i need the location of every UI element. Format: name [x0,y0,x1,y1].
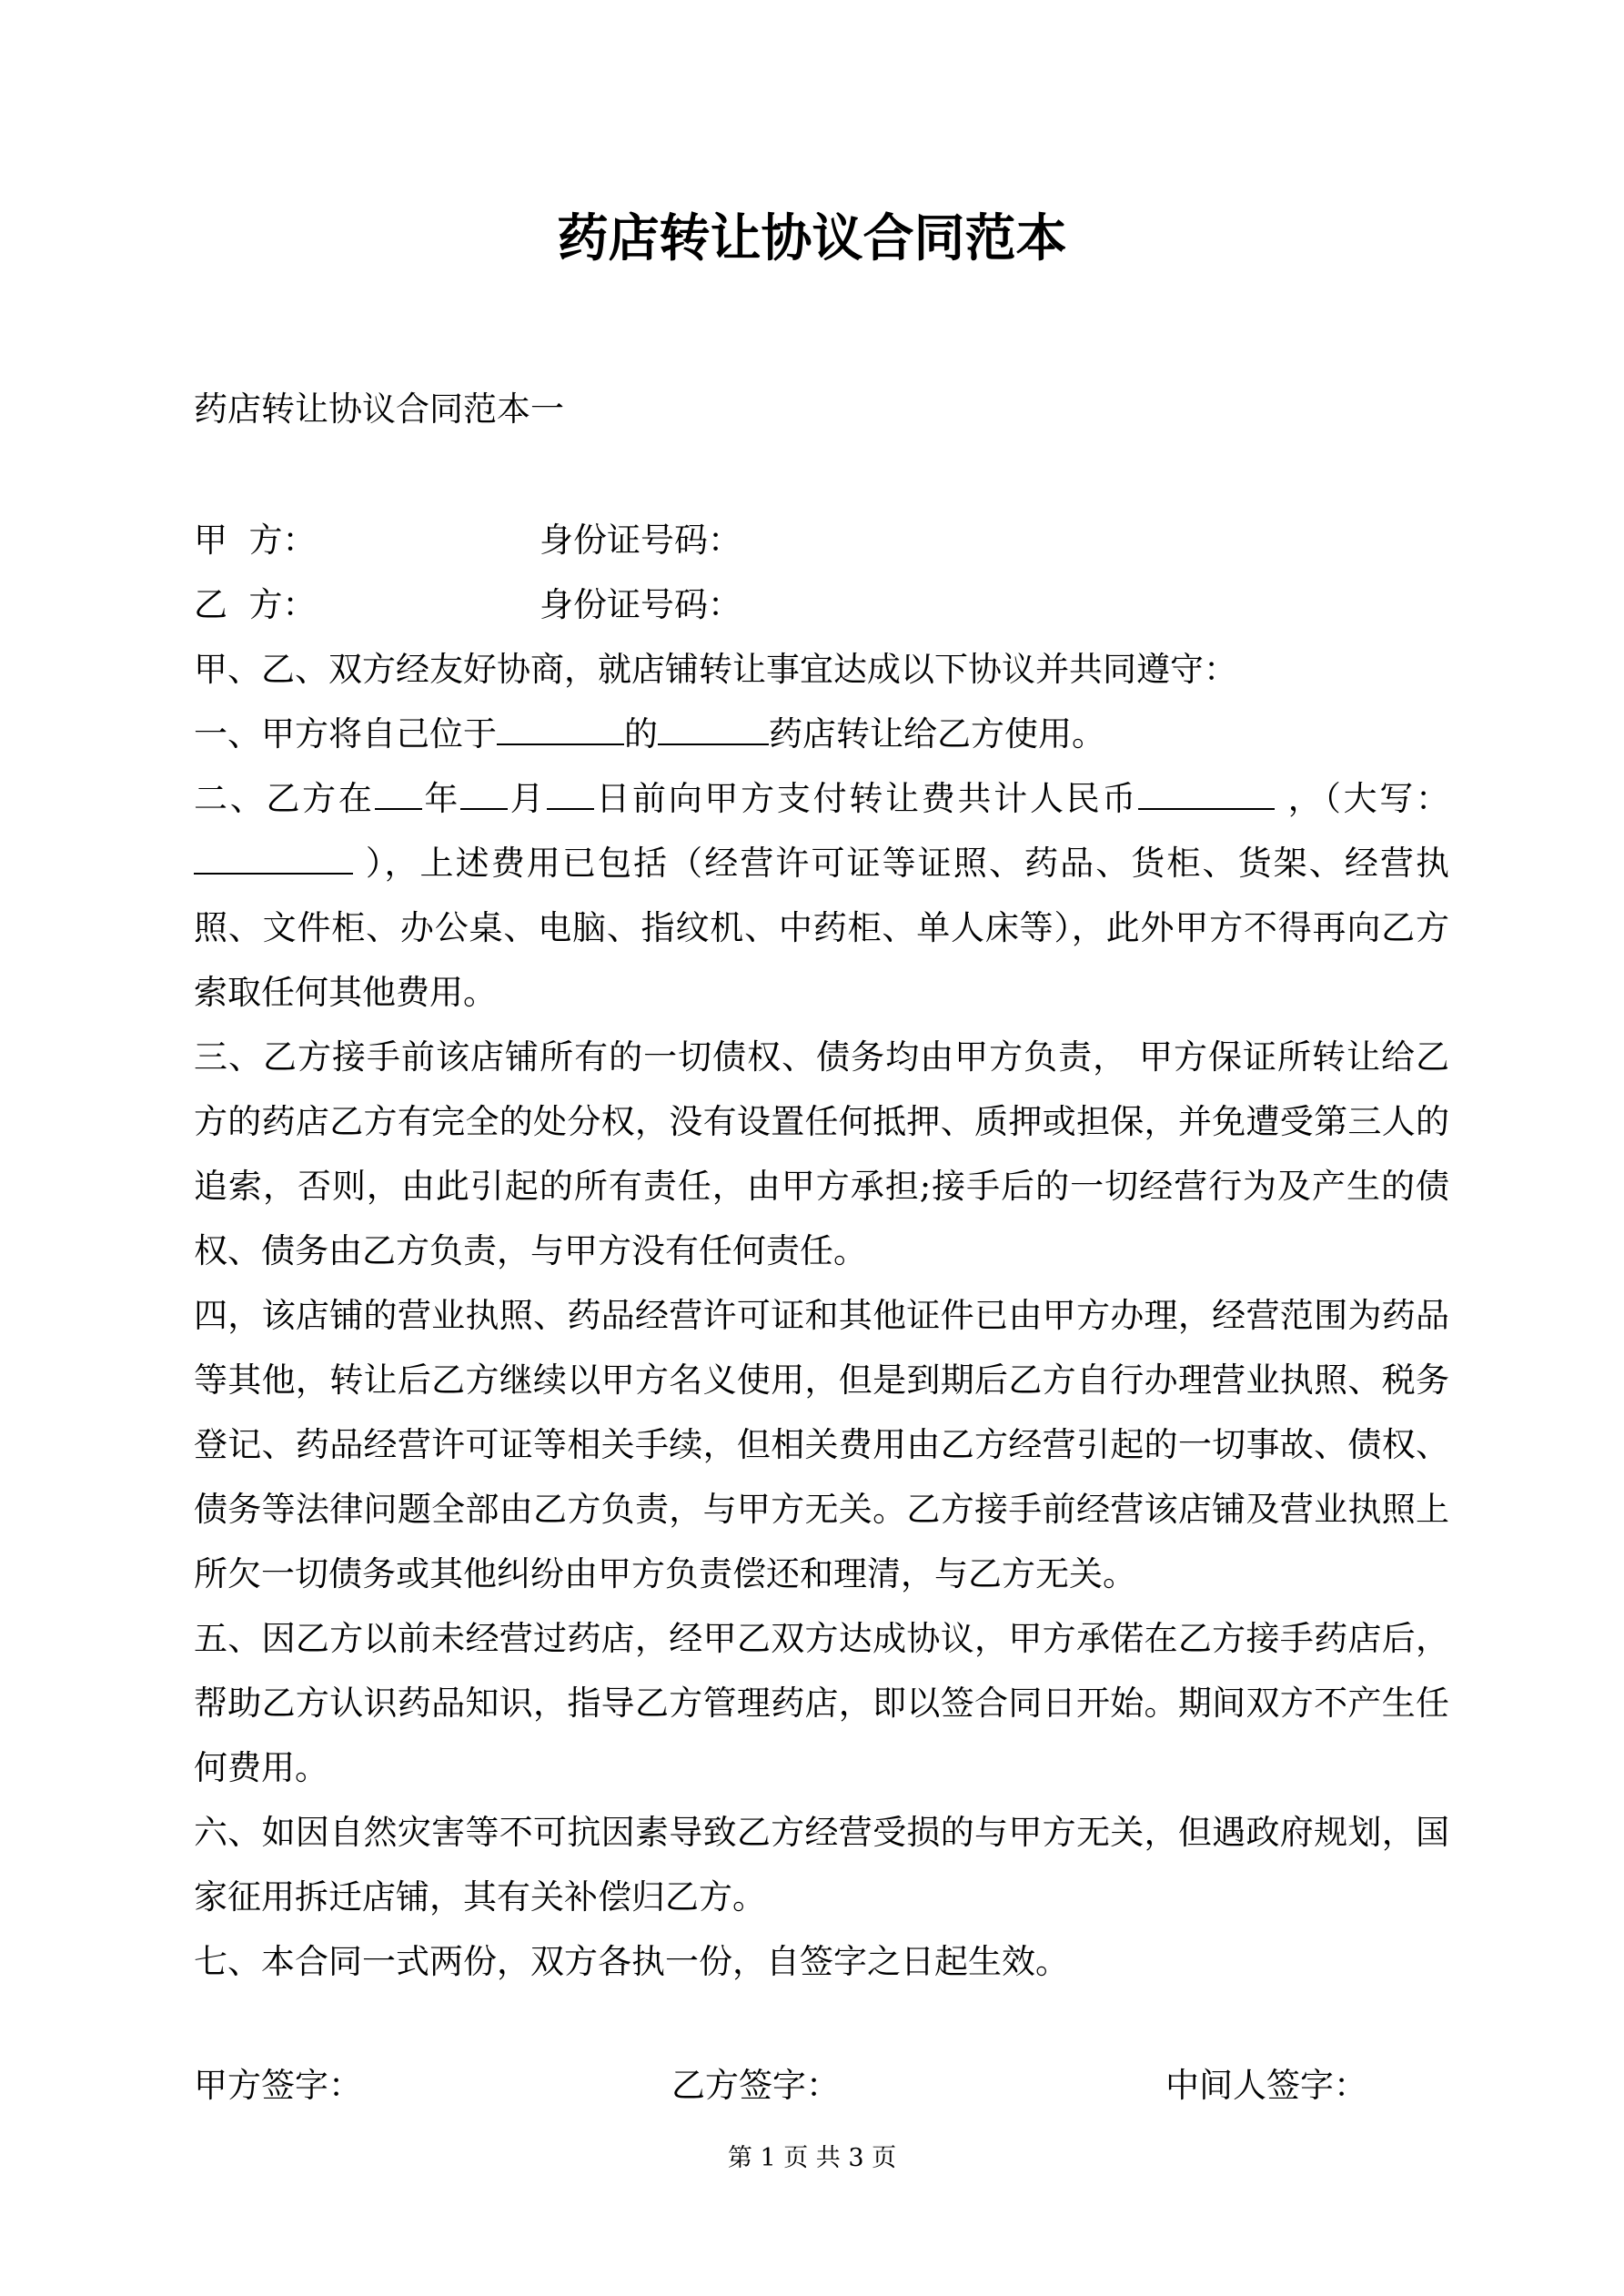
clause-1-text-c: 药店转让给乙方使用。 [769,714,1105,754]
blank-location [497,710,624,745]
party-a-row [194,508,1449,572]
clause-2-text-a: 二、乙方在 [194,779,375,818]
clause-2-text-e: ，（大写： [1287,779,1450,818]
clause-2-text-d: 日前向甲方支付转让费共计人民币 [593,779,1139,818]
party-b-row [194,572,1449,637]
blank-amount [1138,774,1275,810]
clause-1 [194,702,1449,766]
clause-5: 五、因乙方以前未经营过药店，经甲乙双方达成协议，甲方承偌在乙方接手药店后，帮助乙方认识药品知识，指导乙方管理药店，即以签合同日开始。期间双方不产生任何费用。 [194,1619,1449,1787]
party-b-id-label: 身份证号码： [540,585,741,624]
intro-paragraph: 甲、乙、双方经友好协商，就店铺转让事宜达成以下协议并共同遵守： [194,650,1237,689]
clause-7: 七、本合同一式两份，双方各执一份，自签字之日起生效。 [194,1942,1069,1981]
clause-2-text-f: ），上述费用已包括（经营许可证等证照、药品、货柜、货架、经营执照、文件柜、办公桌、电脑、指纹机、中药柜、单人床等），此外甲方不得再向乙方索取任何其他费用。 [194,844,1450,1012]
clause-2-month: 月 [508,779,547,818]
clause-1-text-b: 的 [624,714,658,754]
clause-6: 六、如因自然灾害等不可抗因素导致乙方经营受损的与甲方无关，但遇政府规划，国家征用拆迁店铺，其有关补偿归乙方。 [194,1813,1449,1917]
blank-month [460,774,508,810]
clause-4: 四，该店铺的营业执照、药品经营许可证和其他证件已由甲方办理，经营范围为药品等其他，转让后乙方继续以甲方名义使用，但是到期后乙方自行办理营业执照、税务登记、药品经营许可证等相关手续，但相关费用由乙方经营引起的一切事故、债权、债务等法律问题全部由乙方负责，与甲方无关。乙方接手前经营该店铺及营业执照上所欠一切债务或其他纠纷由甲方负责偿还和理清，与乙方无关。 [194,1296,1449,1593]
document-title: 药店转让协议合同范本 [557,208,1067,268]
party-a-label: 甲 方： [194,521,317,560]
blank-amount-words [194,839,353,875]
party-b-signature: 乙方签字： [671,2066,840,2105]
clause-3: 三、乙方接手前该店铺所有的一切债权、债务均由甲方负责， 甲方保证所转让给乙方的药店乙方有完全的处分权，没有设置任何抵押、质押或担保，并免遭受第三人的追索，否则，由此引起的所有责任，由甲方承担;接手后的一切经营行为及产生的债权、债务由乙方负责，与甲方没有任何责任。 [194,1037,1449,1270]
blank-year [375,774,422,810]
contract-body [194,508,1449,1994]
middleman-signature: 中间人签字： [1165,2066,1367,2105]
clause-2-year: 年 [421,779,461,818]
party-a-id-label: 身份证号码： [540,521,741,560]
blank-day [547,774,594,810]
clause-2 [194,766,1449,1025]
blank-store-name [658,710,769,745]
party-b-label: 乙 方： [194,585,317,624]
clause-1-text-a: 一、甲方将自己位于 [194,714,497,754]
document-subtitle: 药店转让协议合同范本一 [194,389,564,429]
page-footer: 第 1 页 共 3 页 [727,2144,897,2172]
party-a-signature: 甲方签字： [194,2066,362,2105]
